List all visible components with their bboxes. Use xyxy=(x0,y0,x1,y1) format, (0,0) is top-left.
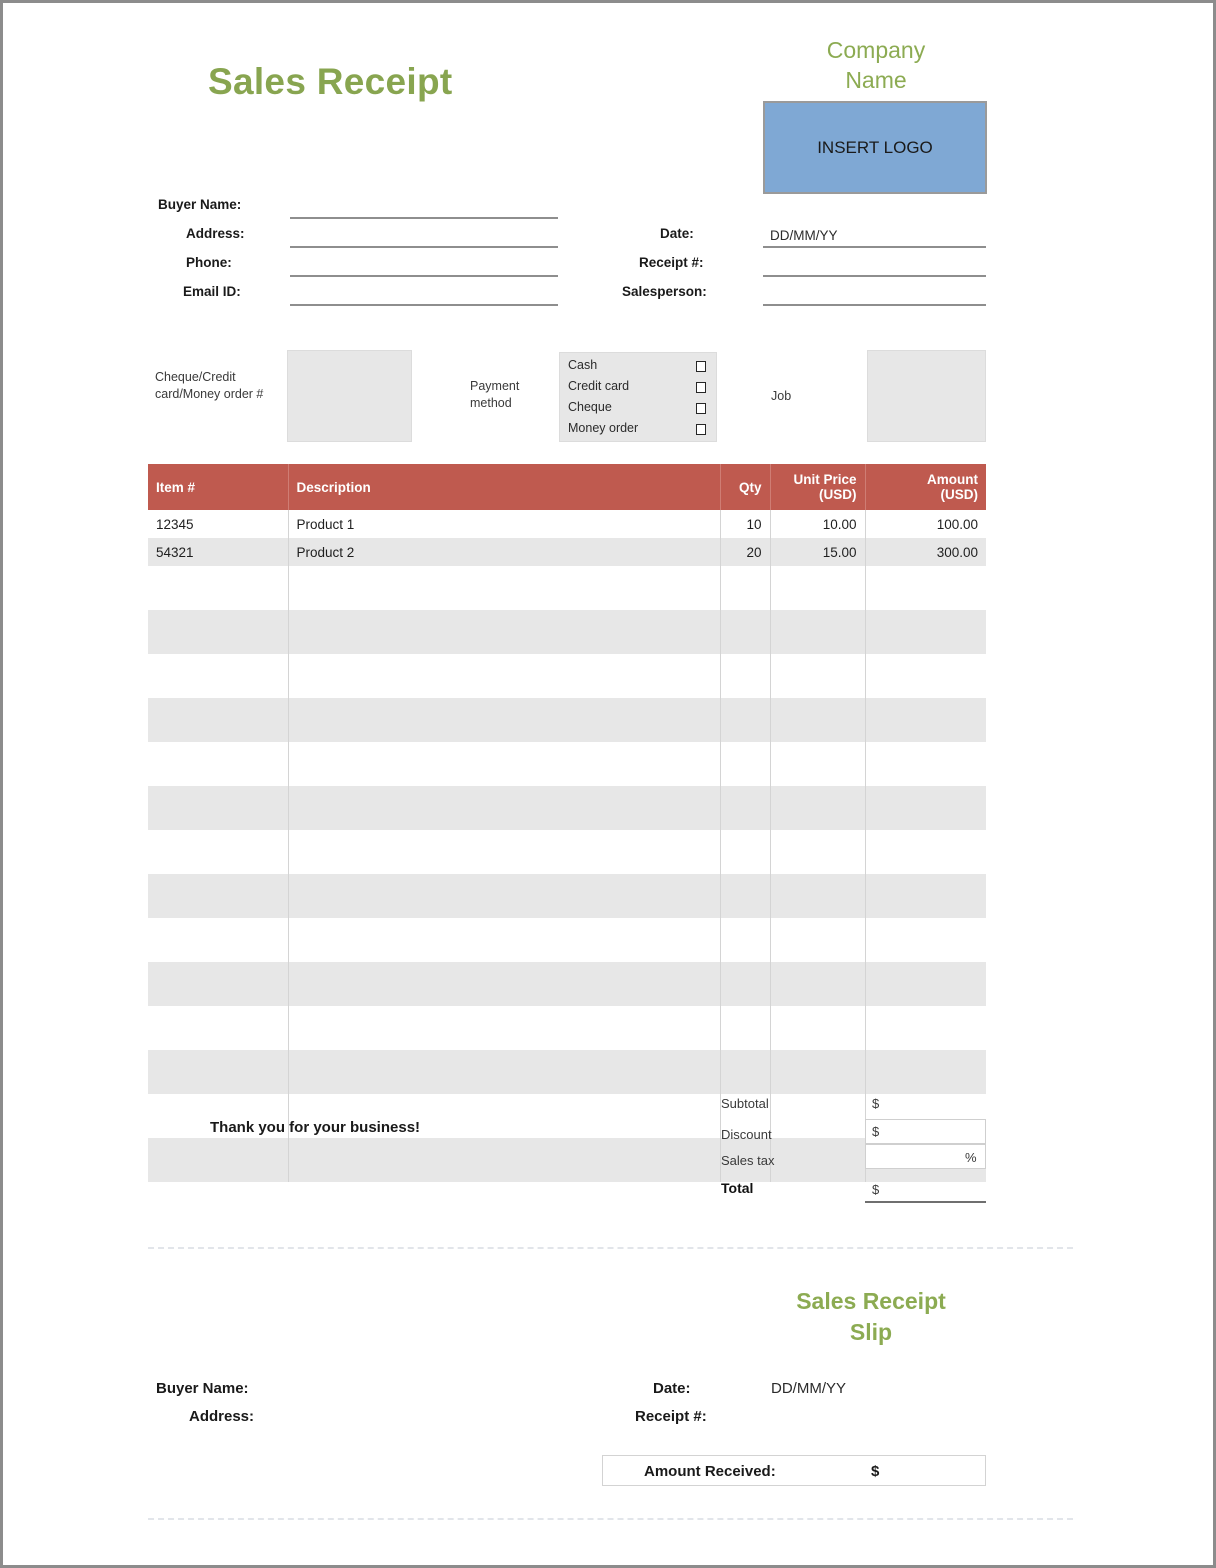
cell-item-no[interactable] xyxy=(148,566,288,610)
insert-logo-placeholder[interactable] xyxy=(763,101,987,194)
column-header-amount-line-1: Amount xyxy=(927,472,978,487)
slip-divider-bottom xyxy=(148,1518,1073,1520)
cell-unit-price[interactable] xyxy=(770,918,865,962)
company-name-line-1: Company xyxy=(826,37,926,63)
discount-label: Discount xyxy=(721,1127,772,1142)
cell-qty[interactable] xyxy=(720,742,770,786)
payment-method-label xyxy=(470,378,550,412)
checkbox-icon[interactable] xyxy=(696,424,706,435)
company-name-line-2: Name xyxy=(845,67,907,93)
cell-item-no[interactable] xyxy=(148,962,288,1006)
column-header-item-no: Item # xyxy=(148,464,288,510)
cell-unit-price[interactable] xyxy=(770,1050,865,1094)
receipt-date-value: DD/MM/YY xyxy=(770,228,838,243)
cell-item-no[interactable] xyxy=(148,1006,288,1050)
cell-amount[interactable] xyxy=(865,1050,986,1094)
payment-reference-input[interactable] xyxy=(287,350,412,442)
payment-option-money-order[interactable] xyxy=(568,421,708,442)
cell-description[interactable]: Product 1 xyxy=(288,510,720,538)
cell-unit-price[interactable] xyxy=(770,874,865,918)
slip-buyer-name-label: Buyer Name: xyxy=(156,1380,249,1397)
payment-option-cash[interactable] xyxy=(568,358,708,379)
table-row[interactable] xyxy=(148,538,986,566)
cell-qty[interactable] xyxy=(720,874,770,918)
column-header-amount xyxy=(865,464,986,510)
receipt-sheet xyxy=(3,3,1213,1565)
total-input[interactable] xyxy=(865,1201,986,1203)
column-header-unit-price-line-1: Unit Price xyxy=(793,472,857,487)
insert-logo-label: INSERT LOGO xyxy=(817,137,933,157)
cell-amount[interactable]: 100.00 xyxy=(936,516,978,532)
cell-item-no[interactable] xyxy=(148,654,288,698)
table-row[interactable] xyxy=(148,786,986,830)
table-row[interactable] xyxy=(148,566,986,610)
cell-description[interactable] xyxy=(288,742,720,786)
cell-item-no[interactable] xyxy=(148,610,288,654)
line-items-table xyxy=(148,464,986,1182)
cell-item-no[interactable] xyxy=(148,918,288,962)
cell-unit-price[interactable]: 15.00 xyxy=(770,538,865,566)
table-row[interactable] xyxy=(148,610,986,654)
payment-method-label-line-1: Payment xyxy=(470,379,520,393)
cell-qty[interactable] xyxy=(720,786,770,830)
sales-tax-percent-symbol: % xyxy=(965,1150,977,1165)
buyer-phone-label: Phone: xyxy=(186,255,232,270)
cell-amount[interactable] xyxy=(865,742,986,786)
checkbox-icon[interactable] xyxy=(696,361,706,372)
table-row[interactable] xyxy=(148,1138,986,1182)
cell-qty[interactable] xyxy=(720,962,770,1006)
slip-address-label: Address: xyxy=(189,1408,255,1425)
cell-item-no[interactable]: 12345 xyxy=(148,510,288,538)
buyer-address-input[interactable] xyxy=(290,246,558,248)
cell-qty[interactable]: 10 xyxy=(720,510,770,538)
cell-description[interactable] xyxy=(288,830,720,874)
buyer-address-label: Address: xyxy=(186,226,245,241)
amount-received-label: Amount Received: xyxy=(644,1463,776,1480)
cell-unit-price[interactable] xyxy=(770,962,865,1006)
buyer-name-label: Buyer Name: xyxy=(158,197,242,212)
cell-description[interactable] xyxy=(288,962,720,1006)
total-label: Total xyxy=(721,1180,754,1196)
slip-divider-top xyxy=(148,1247,1073,1249)
table-row[interactable] xyxy=(148,874,986,918)
discount-input[interactable] xyxy=(865,1119,986,1144)
column-header-qty: Qty xyxy=(720,464,770,510)
sales-tax-label: Sales tax xyxy=(721,1153,775,1168)
cell-qty[interactable]: 20 xyxy=(720,538,770,566)
table-header-row xyxy=(148,464,986,510)
cell-item-no[interactable] xyxy=(148,874,288,918)
cell-item-no[interactable]: 54321 xyxy=(148,538,288,566)
subtotal-currency: $ xyxy=(872,1096,880,1111)
cell-description[interactable] xyxy=(288,786,720,830)
cell-item-no[interactable] xyxy=(148,1138,288,1182)
slip-receipt-number-label: Receipt #: xyxy=(635,1408,707,1425)
payment-option-cheque[interactable] xyxy=(568,400,708,421)
cell-qty[interactable] xyxy=(720,830,770,874)
slip-title-line-1: Sales Receipt xyxy=(796,1288,946,1314)
cell-item-no[interactable] xyxy=(148,830,288,874)
payment-option-money-order-label: Money order xyxy=(568,421,639,435)
cell-unit-price[interactable] xyxy=(770,830,865,874)
cell-qty[interactable] xyxy=(720,1050,770,1094)
cell-description[interactable] xyxy=(288,1006,720,1050)
payment-method-label-line-2: method xyxy=(470,396,512,410)
cell-unit-price[interactable] xyxy=(770,698,865,742)
cell-amount[interactable] xyxy=(865,610,986,654)
thank-you-message: Thank you for your business! xyxy=(210,1119,421,1136)
page-title: Sales Receipt xyxy=(208,61,453,102)
cell-description[interactable] xyxy=(288,874,720,918)
discount-currency: $ xyxy=(872,1124,880,1139)
cell-unit-price[interactable] xyxy=(770,610,865,654)
checkbox-icon[interactable] xyxy=(696,403,706,414)
receipt-date-input[interactable] xyxy=(763,246,986,248)
cell-description[interactable] xyxy=(288,698,720,742)
table-row[interactable] xyxy=(148,962,986,1006)
buyer-email-label: Email ID: xyxy=(183,284,241,299)
company-name xyxy=(765,35,987,95)
cell-amount[interactable]: 300.00 xyxy=(936,544,978,560)
cell-qty[interactable] xyxy=(720,698,770,742)
salesperson-label: Salesperson: xyxy=(622,284,707,299)
table-row[interactable] xyxy=(148,1050,986,1094)
payment-option-cheque-label: Cheque xyxy=(568,400,612,414)
amount-received-currency: $ xyxy=(871,1463,880,1480)
slip-title xyxy=(760,1286,982,1348)
payment-reference-label: Cheque/Credit card/Money order # xyxy=(155,370,264,401)
cell-amount[interactable] xyxy=(865,918,986,962)
cell-amount[interactable] xyxy=(865,786,986,830)
cell-unit-price[interactable] xyxy=(770,566,865,610)
table-row[interactable] xyxy=(148,918,986,962)
cell-item-no[interactable] xyxy=(148,1050,288,1094)
table-row[interactable] xyxy=(148,1006,986,1050)
cell-qty[interactable] xyxy=(720,1006,770,1050)
buyer-phone-input[interactable] xyxy=(290,275,558,277)
cell-unit-price[interactable] xyxy=(770,1006,865,1050)
cell-description[interactable] xyxy=(288,1138,720,1182)
column-header-unit-price-line-2: (USD) xyxy=(819,487,857,502)
cell-unit-price[interactable] xyxy=(770,742,865,786)
cell-amount[interactable] xyxy=(865,566,986,610)
slip-date-value[interactable]: DD/MM/YY xyxy=(771,1380,846,1397)
checkbox-icon[interactable] xyxy=(696,382,706,393)
table-body xyxy=(148,510,986,1182)
column-header-amount-line-2: (USD) xyxy=(940,487,978,502)
receipt-date-label: Date: xyxy=(660,226,694,241)
job-label: Job xyxy=(771,389,792,403)
cell-description[interactable] xyxy=(288,1050,720,1094)
column-header-unit-price xyxy=(770,464,865,510)
cell-amount[interactable] xyxy=(865,962,986,1006)
buyer-email-input[interactable] xyxy=(290,304,558,306)
cell-amount[interactable] xyxy=(865,698,986,742)
cell-item-no[interactable] xyxy=(148,786,288,830)
column-header-description: Description xyxy=(288,464,720,510)
cell-amount[interactable] xyxy=(865,1006,986,1050)
cell-amount[interactable] xyxy=(865,654,986,698)
payment-option-credit-card-label: Credit card xyxy=(568,379,630,393)
cell-unit-price[interactable] xyxy=(770,786,865,830)
cell-description[interactable] xyxy=(288,654,720,698)
payment-option-cash-label: Cash xyxy=(568,358,598,372)
cell-description[interactable] xyxy=(288,566,720,610)
buyer-name-input[interactable] xyxy=(290,217,558,219)
table-row[interactable] xyxy=(148,510,986,538)
cell-unit-price[interactable]: 10.00 xyxy=(770,510,865,538)
cell-unit-price[interactable] xyxy=(770,1138,865,1182)
cell-unit-price[interactable] xyxy=(770,1094,865,1138)
cell-item-no[interactable] xyxy=(148,742,288,786)
salesperson-input[interactable] xyxy=(763,304,986,306)
subtotal-label: Subtotal xyxy=(721,1096,769,1111)
cell-qty[interactable] xyxy=(720,566,770,610)
cell-qty[interactable] xyxy=(720,918,770,962)
cell-qty[interactable] xyxy=(720,654,770,698)
table-row[interactable] xyxy=(148,698,986,742)
cell-item-no[interactable] xyxy=(148,698,288,742)
table-row[interactable] xyxy=(148,830,986,874)
cell-amount[interactable] xyxy=(865,874,986,918)
slip-title-line-2: Slip xyxy=(849,1319,893,1345)
job-input[interactable] xyxy=(867,350,986,442)
payment-option-credit-card[interactable] xyxy=(568,379,708,400)
cell-qty[interactable] xyxy=(720,610,770,654)
cell-amount[interactable] xyxy=(865,830,986,874)
cell-unit-price[interactable] xyxy=(770,654,865,698)
payment-method-options xyxy=(559,352,717,442)
slip-date-label: Date: xyxy=(653,1380,691,1397)
table-row[interactable] xyxy=(148,654,986,698)
receipt-number-label: Receipt #: xyxy=(639,255,704,270)
table-row[interactable] xyxy=(148,742,986,786)
total-currency: $ xyxy=(872,1182,880,1197)
cell-description[interactable]: Product 2 xyxy=(288,538,720,566)
receipt-number-input[interactable] xyxy=(763,275,986,277)
cell-description[interactable] xyxy=(288,610,720,654)
cell-description[interactable] xyxy=(288,918,720,962)
